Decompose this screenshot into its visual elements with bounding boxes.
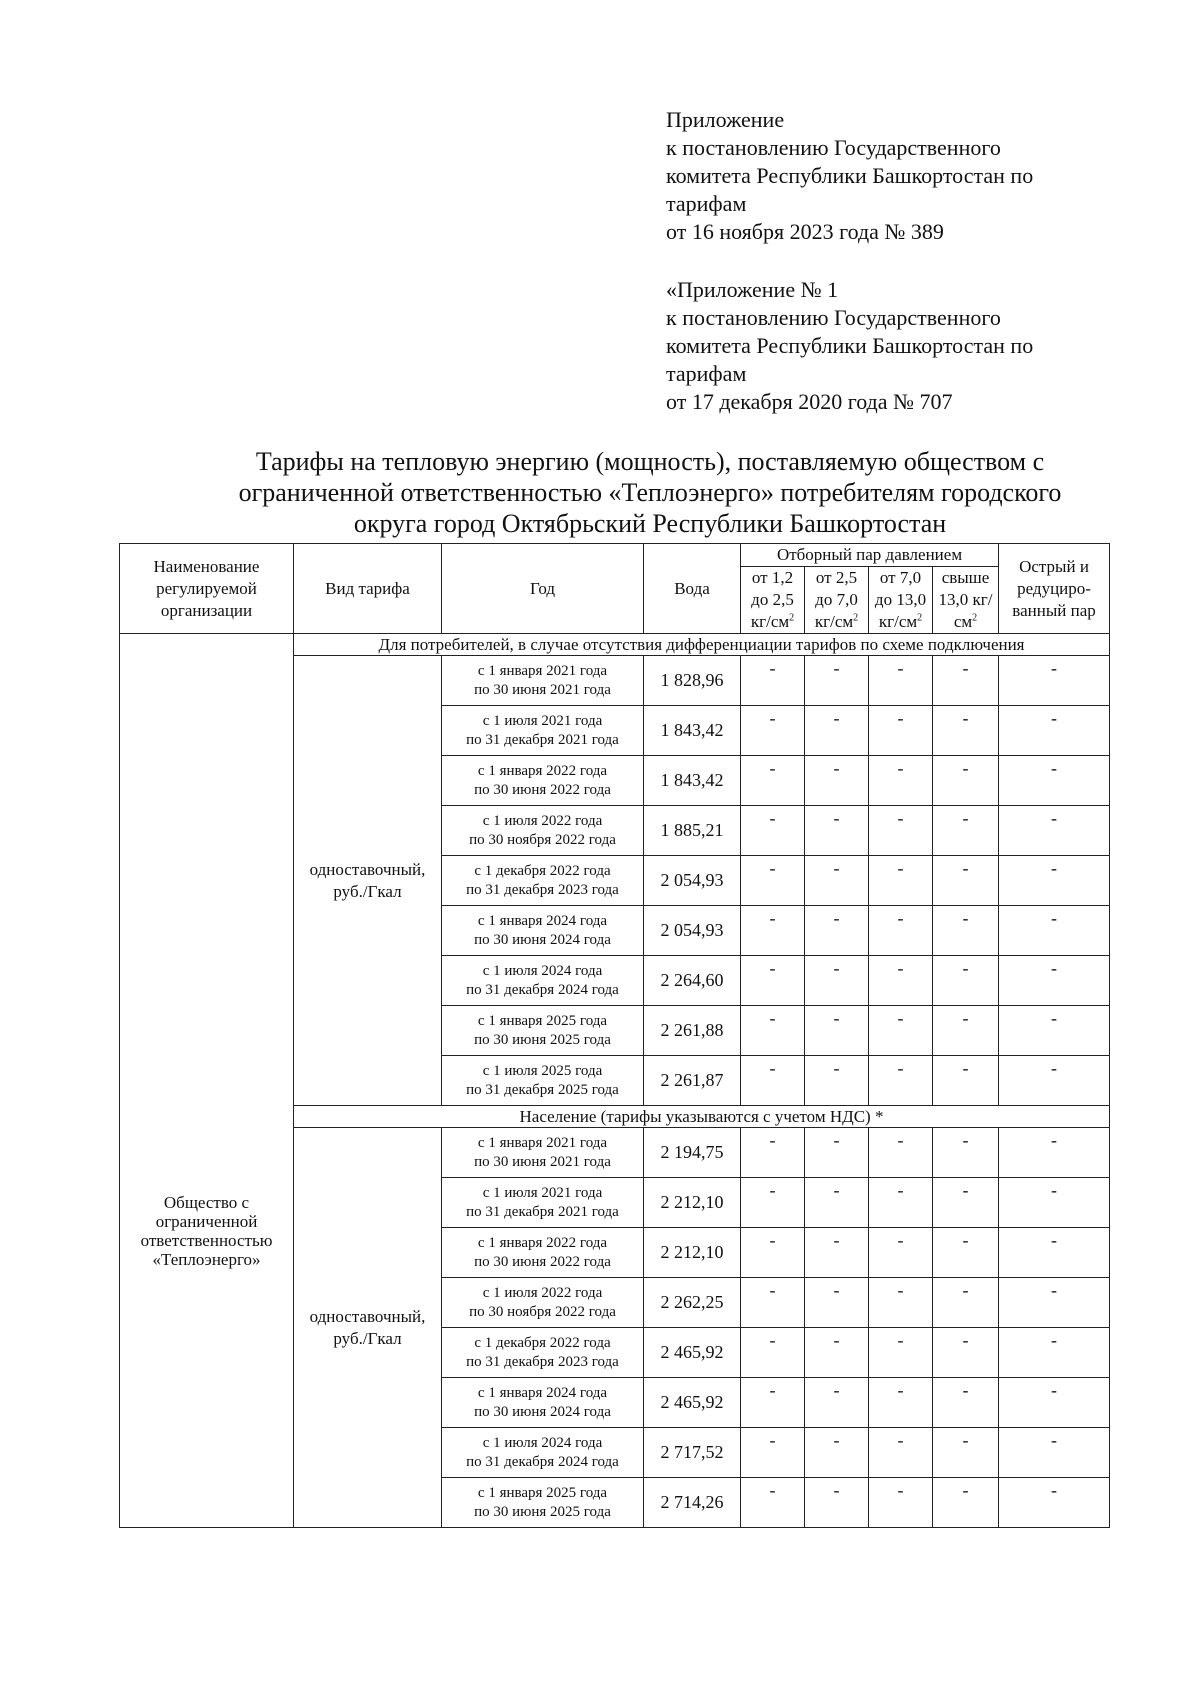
period-cell: с 1 января 2024 года по 30 июня 2024 года	[442, 1378, 644, 1428]
steam-tariff-cell: -	[999, 1378, 1110, 1428]
steam-tariff-cell: -	[741, 1228, 805, 1278]
appendix-line: к постановлению Государственного	[666, 305, 1001, 330]
steam-tariff-cell: -	[869, 1056, 933, 1106]
water-tariff-cell: 2 262,25	[644, 1278, 741, 1328]
steam-tariff-cell: -	[869, 906, 933, 956]
steam-tariff-cell: -	[805, 1328, 869, 1378]
appendix-line: комитета Республики Башкортостан по	[666, 163, 1034, 188]
water-tariff-cell: 2 465,92	[644, 1328, 741, 1378]
steam-tariff-cell: -	[869, 1006, 933, 1056]
steam-tariff-cell: -	[805, 1228, 869, 1278]
appendix-header-original	[666, 276, 1166, 416]
title-line: ограниченной ответственностью «Теплоэнерго» потребителям городского	[238, 478, 1062, 507]
section-title: Для потребителей, в случае отсутствия дифференциации тарифов по схеме подключения	[294, 634, 1110, 656]
steam-tariff-cell: -	[869, 806, 933, 856]
appendix-line: к постановлению Государственного	[666, 135, 1001, 160]
period-cell: с 1 июля 2021 года по 31 декабря 2021 года	[442, 706, 644, 756]
period-cell: с 1 января 2022 года по 30 июня 2022 года	[442, 1228, 644, 1278]
steam-tariff-cell: -	[805, 906, 869, 956]
water-tariff-cell: 2 714,26	[644, 1478, 741, 1528]
steam-tariff-cell: -	[999, 1278, 1110, 1328]
steam-tariff-cell: -	[741, 1128, 805, 1178]
steam-tariff-cell: -	[741, 756, 805, 806]
header-year: Год	[442, 544, 644, 634]
steam-tariff-cell: -	[741, 706, 805, 756]
steam-tariff-cell: -	[999, 756, 1110, 806]
steam-tariff-cell: -	[741, 856, 805, 906]
steam-tariff-cell: -	[741, 1428, 805, 1478]
period-cell: с 1 января 2025 года по 30 июня 2025 года	[442, 1006, 644, 1056]
steam-tariff-cell: -	[933, 1328, 999, 1378]
steam-tariff-cell: -	[741, 1006, 805, 1056]
period-cell: с 1 июля 2022 года по 30 ноября 2022 года	[442, 1278, 644, 1328]
header-steam-2: от 2,5 до 7,0 $кг/см^2$	[805, 567, 869, 634]
steam-tariff-cell: -	[933, 1056, 999, 1106]
water-tariff-cell: 2 717,52	[644, 1428, 741, 1478]
steam-tariff-cell: -	[999, 906, 1110, 956]
steam-tariff-cell: -	[933, 1128, 999, 1178]
steam-tariff-cell: -	[933, 806, 999, 856]
steam-tariff-cell: -	[933, 706, 999, 756]
header-steam-1: от 1,2 до 2,5 $кг/см^2$	[741, 567, 805, 634]
steam-tariff-cell: -	[999, 656, 1110, 706]
water-tariff-cell: 2 465,92	[644, 1378, 741, 1428]
steam-tariff-cell: -	[805, 1006, 869, 1056]
steam-tariff-cell: -	[805, 1428, 869, 1478]
appendix-line: тарифам	[666, 191, 747, 216]
steam-tariff-cell: -	[933, 906, 999, 956]
steam-tariff-cell: -	[805, 706, 869, 756]
steam-tariff-cell: -	[741, 956, 805, 1006]
steam-tariff-cell: -	[741, 1056, 805, 1106]
steam-tariff-cell: -	[999, 1178, 1110, 1228]
steam-tariff-cell: -	[805, 1178, 869, 1228]
steam-tariff-cell: -	[933, 1006, 999, 1056]
appendix-line: комитета Республики Башкортостан по	[666, 333, 1034, 358]
steam-tariff-cell: -	[933, 1228, 999, 1278]
steam-tariff-cell: -	[869, 1278, 933, 1328]
steam-tariff-cell: -	[869, 956, 933, 1006]
header-steam-group: Отборный пар давлением	[741, 544, 999, 567]
header-steam-3: от 7,0 до 13,0 $кг/см^2$	[869, 567, 933, 634]
steam-tariff-cell: -	[741, 1478, 805, 1528]
steam-tariff-cell: -	[933, 656, 999, 706]
steam-tariff-cell: -	[869, 1328, 933, 1378]
period-cell: с 1 января 2024 года по 30 июня 2024 года	[442, 906, 644, 956]
tariff-type-cell: одноставочный, руб./Гкал	[294, 1128, 442, 1528]
steam-tariff-cell: -	[741, 1378, 805, 1428]
period-cell: с 1 июля 2021 года по 31 декабря 2021 года	[442, 1178, 644, 1228]
period-cell: с 1 декабря 2022 года по 31 декабря 2023 года	[442, 1328, 644, 1378]
appendix-line: тарифам	[666, 361, 747, 386]
water-tariff-cell: 2 194,75	[644, 1128, 741, 1178]
steam-tariff-cell: -	[869, 1378, 933, 1428]
title-line: округа город Октябрьский Республики Башкортостан	[353, 509, 947, 538]
period-cell: с 1 января 2021 года по 30 июня 2021 года	[442, 1128, 644, 1178]
steam-tariff-cell: -	[999, 1328, 1110, 1378]
organization-cell: Общество с ограниченной ответственностью «Теплоэнерго»	[120, 634, 294, 1528]
steam-tariff-cell: -	[999, 1056, 1110, 1106]
tariff-type-cell: одноставочный, руб./Гкал	[294, 656, 442, 1106]
steam-tariff-cell: -	[999, 856, 1110, 906]
steam-tariff-cell: -	[741, 906, 805, 956]
steam-tariff-cell: -	[741, 1278, 805, 1328]
period-cell: с 1 июля 2022 года по 30 ноября 2022 года	[442, 806, 644, 856]
steam-tariff-cell: -	[869, 856, 933, 906]
steam-tariff-cell: -	[999, 956, 1110, 1006]
steam-tariff-cell: -	[805, 1478, 869, 1528]
steam-tariff-cell: -	[933, 1428, 999, 1478]
appendix-header	[666, 106, 1166, 246]
steam-tariff-cell: -	[933, 1378, 999, 1428]
period-cell: с 1 декабря 2022 года по 31 декабря 2023 года	[442, 856, 644, 906]
water-tariff-cell: 2 054,93	[644, 906, 741, 956]
steam-tariff-cell: -	[805, 756, 869, 806]
appendix-line: от 17 декабря 2020 года № 707	[666, 389, 953, 414]
water-tariff-cell: 2 261,88	[644, 1006, 741, 1056]
period-cell: с 1 января 2022 года по 30 июня 2022 года	[442, 756, 644, 806]
period-cell: с 1 июля 2024 года по 31 декабря 2024 года	[442, 956, 644, 1006]
period-cell: с 1 июля 2024 года по 31 декабря 2024 года	[442, 1428, 644, 1478]
steam-tariff-cell: -	[933, 756, 999, 806]
header-org: Наименование регулируемой организации	[120, 544, 294, 634]
period-cell: с 1 января 2021 года по 30 июня 2021 года	[442, 656, 644, 706]
appendix-line: «Приложение № 1	[666, 277, 839, 302]
steam-tariff-cell: -	[933, 1278, 999, 1328]
period-cell: с 1 июля 2025 года по 31 декабря 2025 года	[442, 1056, 644, 1106]
steam-tariff-cell: -	[999, 806, 1110, 856]
appendix-line: Приложение	[666, 107, 785, 132]
steam-tariff-cell: -	[933, 956, 999, 1006]
steam-tariff-cell: -	[741, 806, 805, 856]
steam-tariff-cell: -	[869, 1178, 933, 1228]
steam-tariff-cell: -	[933, 1478, 999, 1528]
steam-tariff-cell: -	[999, 1428, 1110, 1478]
header-steam-4: свыше 13,0 $кг/см^2$	[933, 567, 999, 634]
steam-tariff-cell: -	[869, 656, 933, 706]
water-tariff-cell: 2 212,10	[644, 1228, 741, 1278]
tariff-table	[119, 543, 1110, 1528]
steam-tariff-cell: -	[999, 1006, 1110, 1056]
steam-tariff-cell: -	[999, 1478, 1110, 1528]
section-header-row	[120, 634, 1110, 656]
steam-tariff-cell: -	[805, 656, 869, 706]
steam-tariff-cell: -	[999, 706, 1110, 756]
steam-tariff-cell: -	[805, 1056, 869, 1106]
steam-tariff-cell: -	[869, 1228, 933, 1278]
appendix-line: от 16 ноября 2023 года № 389	[666, 219, 944, 244]
water-tariff-cell: 1 885,21	[644, 806, 741, 856]
water-tariff-cell: 1 843,42	[644, 706, 741, 756]
steam-tariff-cell: -	[999, 1228, 1110, 1278]
steam-tariff-cell: -	[869, 1128, 933, 1178]
water-tariff-cell: 2 212,10	[644, 1178, 741, 1228]
steam-tariff-cell: -	[805, 1278, 869, 1328]
steam-tariff-cell: -	[805, 1378, 869, 1428]
period-cell: с 1 января 2025 года по 30 июня 2025 года	[442, 1478, 644, 1528]
steam-tariff-cell: -	[869, 1478, 933, 1528]
water-tariff-cell: 2 264,60	[644, 956, 741, 1006]
title-line: Тарифы на тепловую энергию (мощность), поставляемую обществом с	[255, 447, 1045, 476]
steam-tariff-cell: -	[869, 706, 933, 756]
water-tariff-cell: 2 054,93	[644, 856, 741, 906]
header-water: Вода	[644, 544, 741, 634]
steam-tariff-cell: -	[805, 1128, 869, 1178]
steam-tariff-cell: -	[805, 956, 869, 1006]
steam-tariff-cell: -	[741, 656, 805, 706]
section-title: Население (тарифы указываются с учетом НДС) *	[294, 1106, 1110, 1128]
steam-tariff-cell: -	[869, 756, 933, 806]
steam-tariff-cell: -	[933, 856, 999, 906]
water-tariff-cell: 2 261,87	[644, 1056, 741, 1106]
header-sharp-steam: Острый и редуциро-ванный пар	[999, 544, 1110, 634]
steam-tariff-cell: -	[741, 1328, 805, 1378]
steam-tariff-cell: -	[805, 806, 869, 856]
water-tariff-cell: 1 828,96	[644, 656, 741, 706]
steam-tariff-cell: -	[741, 1178, 805, 1228]
steam-tariff-cell: -	[869, 1428, 933, 1478]
steam-tariff-cell: -	[805, 856, 869, 906]
document-title	[180, 446, 1120, 539]
steam-tariff-cell: -	[933, 1178, 999, 1228]
steam-tariff-cell: -	[999, 1128, 1110, 1178]
water-tariff-cell: 1 843,42	[644, 756, 741, 806]
header-tariff-type: Вид тарифа	[294, 544, 442, 634]
